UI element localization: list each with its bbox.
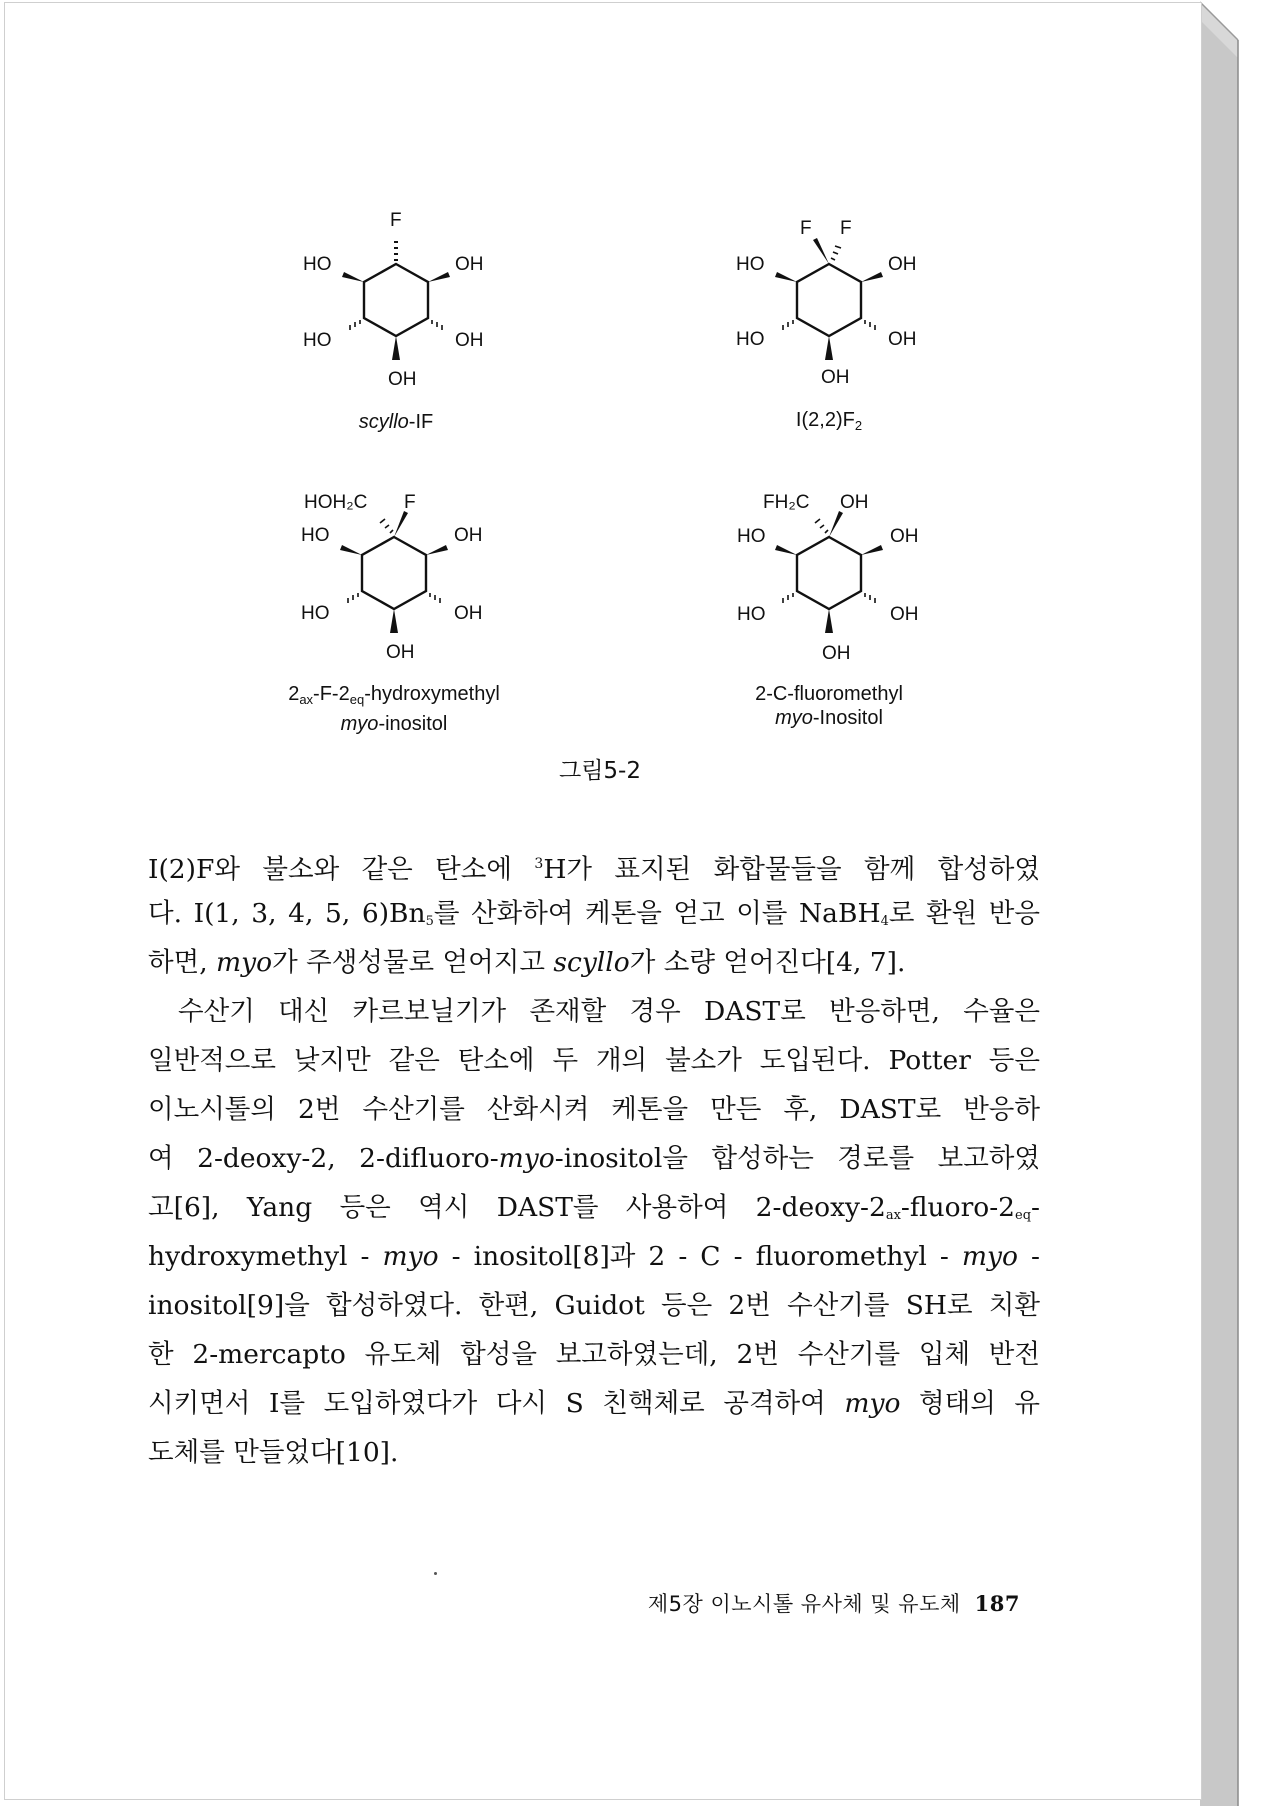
subscript: ax	[885, 1208, 901, 1223]
text-run: -fluoro-2	[900, 1192, 1016, 1223]
text-run: 가 주생성물로 얻어지고	[272, 947, 554, 978]
caption-subscript: ax	[299, 692, 314, 707]
text-line	[148, 1379, 1040, 1428]
caption-italic: myo	[340, 713, 379, 735]
atom-label: OH	[821, 367, 850, 388]
text-line	[148, 1183, 1040, 1232]
text-run: I(2)F와 불소와 같은 탄소에	[148, 854, 535, 885]
atom-label: HO	[303, 254, 332, 275]
atom-label: OH	[888, 254, 917, 275]
caption-text: -hydroxymethyl	[364, 683, 500, 705]
atom-label: OH	[455, 330, 484, 351]
figure-label: 그림5-2	[558, 758, 641, 784]
text-run: 를 산화하여 케톤을 얻고 이를 NaBH	[433, 898, 881, 929]
italic-run: myo	[498, 1143, 555, 1174]
atom-label: F	[404, 492, 416, 513]
caption-italic: myo	[775, 707, 813, 729]
atom-label: OH	[455, 254, 484, 275]
subscript: eq	[1015, 1208, 1032, 1223]
atom-label: FH₂C	[763, 492, 810, 513]
text-run: 고[6], Yang 등은 역시 DAST를 사용하여 2-deoxy-2	[148, 1192, 886, 1223]
text-run: - inositol[8]과 2 - C - fluoromethyl -	[438, 1241, 962, 1272]
atom-label: HO	[737, 526, 766, 547]
caption-line-1	[224, 682, 564, 712]
atom-label: OH	[454, 525, 483, 546]
molecule-scyllo-if	[342, 242, 450, 360]
caption-text: -IF	[408, 411, 434, 433]
text-line	[148, 1232, 1040, 1281]
chapter-title: 제5장 이노시톨 유사체 및 유도체	[647, 1592, 961, 1616]
caption-text: -Inositol	[812, 707, 883, 729]
atom-label: HO	[736, 329, 765, 350]
atom-label: OH	[388, 369, 417, 390]
italic-run: myo	[844, 1388, 901, 1419]
atom-label: HO	[737, 604, 766, 625]
atom-label: OH	[386, 642, 415, 663]
text-line: 이노시톨의 2번 수산기를 산화시켜 케톤을 만든 후, DAST로 반응하	[148, 1094, 1040, 1125]
caption-subscript: eq	[349, 692, 365, 707]
caption-text: 2	[288, 683, 300, 705]
caption-line-2	[224, 712, 564, 736]
running-footer	[600, 1588, 1020, 1618]
molecule-2ax-f-2eq-hydroxymethyl	[340, 511, 448, 633]
caption-2ax-f-2eq-hydroxymethyl	[224, 682, 564, 736]
caption-line-2	[694, 706, 964, 730]
italic-run: scyllo	[553, 947, 630, 978]
caption-scyllo-if	[296, 410, 496, 434]
subscript: 4	[880, 914, 889, 929]
text-run: H가 표지된 화합물들을 함께 합성하였	[543, 854, 1040, 885]
text-run: -	[1017, 1241, 1040, 1272]
caption-i22f2	[729, 408, 929, 438]
text-line: 일반적으로 낮지만 같은 탄소에 두 개의 불소가 도입된다. Potter 등은	[148, 1045, 1040, 1076]
subscript: 5	[425, 914, 434, 929]
italic-run: myo	[216, 947, 273, 978]
text-line: 수산기 대신 카르보닐기가 존재할 경우 DAST로 반응하면, 수율은	[178, 996, 1040, 1027]
text-line	[148, 1134, 1040, 1183]
atom-label: HO	[736, 254, 765, 275]
atom-label: OH	[822, 643, 851, 664]
text-run: 하면,	[148, 947, 217, 978]
atom-label: F	[390, 210, 402, 231]
text-run: 로 환원 반응	[888, 898, 1040, 929]
italic-run: myo	[382, 1241, 439, 1272]
molecule-2-c-fluoromethyl	[775, 511, 883, 633]
atom-label: OH	[890, 604, 919, 625]
text-run: 가 소량 얻어진다[4, 7].	[629, 947, 906, 978]
caption-line-1: 2-C-fluoromethyl	[755, 683, 903, 705]
caption-text: -F-2	[313, 683, 350, 705]
text-run: -inositol을 합성하는 경로를 보고하였	[554, 1143, 1040, 1174]
text-run: 형태의 유	[900, 1388, 1041, 1419]
caption-2-c-fluoromethyl	[694, 682, 964, 730]
body-text	[148, 840, 1040, 1477]
caption-text: -inositol	[378, 713, 448, 735]
figure-5-2	[0, 0, 1284, 800]
text-run: hydroxymethyl -	[148, 1241, 383, 1272]
text-run: 다. I(1, 3, 4, 5, 6)Bn	[148, 898, 426, 929]
caption-subscript: 2	[854, 418, 863, 433]
text-line	[148, 840, 1040, 889]
text-line: inositol[9]을 합성하였다. 한편, Guidot 등은 2번 수산기를 SH로 치환	[148, 1290, 1040, 1321]
atom-label: F	[800, 218, 812, 239]
atom-label: HO	[301, 525, 330, 546]
atom-label: OH	[888, 329, 917, 350]
atom-label: OH	[840, 492, 869, 513]
atom-label: OH	[890, 526, 919, 547]
molecule-i22f2	[775, 238, 883, 360]
text-run: -	[1031, 1192, 1040, 1223]
atom-label: OH	[454, 603, 483, 624]
superscript: 3	[534, 856, 544, 872]
stray-dot	[434, 1572, 437, 1575]
text-line: 한 2-mercapto 유도체 합성을 보고하였는데, 2번 수산기를 입체 반전	[148, 1339, 1040, 1370]
text-line: 도체를 만들었다[10].	[148, 1437, 399, 1468]
text-run: 시키면서 I를 도입하였다가 다시 S 친핵체로 공격하여	[148, 1388, 845, 1419]
text-run: 여 2-deoxy-2, 2-difluoro-	[148, 1143, 499, 1174]
atom-label: HOH₂C	[304, 492, 368, 513]
atom-label: HO	[301, 603, 330, 624]
text-line	[148, 938, 1040, 987]
caption-italic: scyllo	[358, 411, 409, 433]
page-number: 187	[974, 1591, 1020, 1616]
italic-run: myo	[961, 1241, 1018, 1272]
text-line	[148, 889, 1040, 938]
atom-label: F	[840, 218, 852, 239]
caption-text: I(2,2)F	[795, 409, 855, 431]
atom-label: HO	[303, 330, 332, 351]
